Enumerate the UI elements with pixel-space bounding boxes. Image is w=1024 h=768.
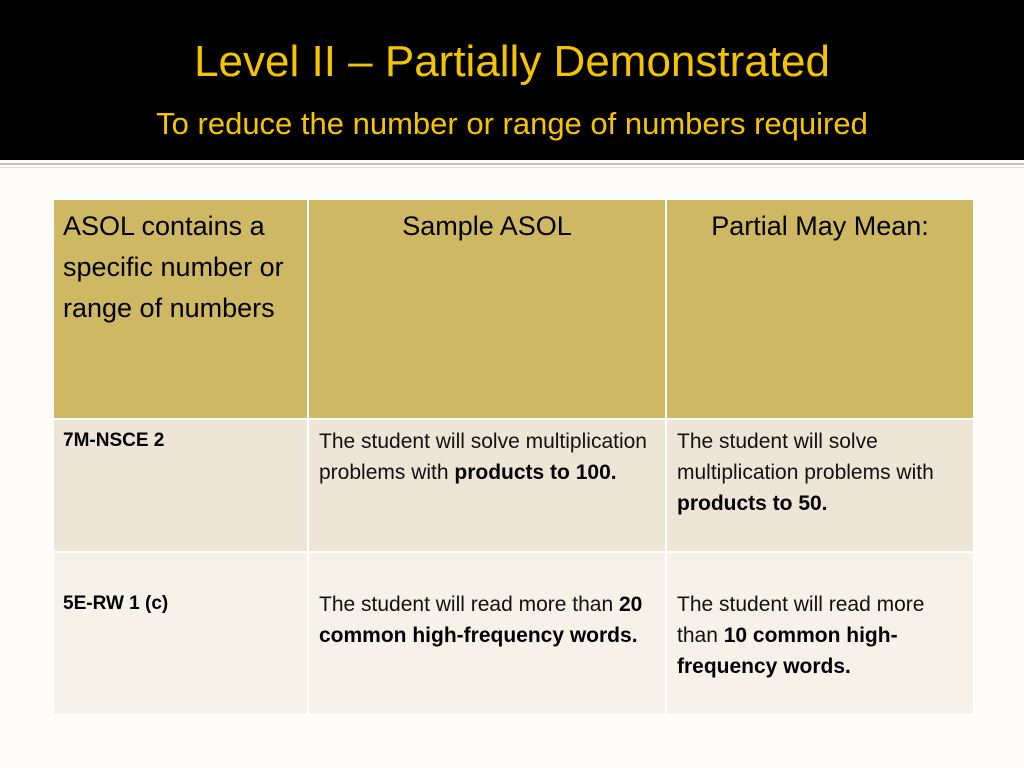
slide-title-banner <box>0 0 1024 160</box>
slide-subtitle: To reduce the number or range of numbers required <box>156 106 868 141</box>
sample-asol-plain: The student will read more than <box>319 593 619 616</box>
divider-line-secondary <box>0 167 1024 168</box>
sample-asol-cell <box>308 419 666 552</box>
header-asol-contains: ASOL contains a specific number or range of numbers <box>53 199 308 419</box>
sample-asol-cell <box>308 552 666 715</box>
partial-meaning-emphasis: products to 50. <box>677 492 828 515</box>
sample-asol-text <box>309 553 665 651</box>
asol-code: 7M-NSCE 2 <box>63 430 165 451</box>
partial-meaning-emphasis: 10 common high-frequency words. <box>677 624 898 678</box>
partial-meaning-plain: The student will read more than <box>677 593 925 647</box>
sample-asol-emphasis: 20 common high-frequency words. <box>319 593 643 647</box>
sample-asol-emphasis: products to 100. <box>454 461 617 484</box>
table-row <box>53 419 974 552</box>
asol-code-cell <box>53 419 308 552</box>
partial-meaning-cell <box>666 419 974 552</box>
partial-meaning-plain: The student will solve multiplication problems with <box>677 430 934 484</box>
partial-meaning-text <box>667 420 973 519</box>
slide-title: Level II – Partially Demonstrated <box>194 37 830 86</box>
header-sample-asol: Sample ASOL <box>308 199 666 419</box>
header-partial-may-mean: Partial May Mean: <box>666 199 974 419</box>
table-header-row <box>53 199 974 419</box>
partial-meaning-cell <box>666 552 974 715</box>
asol-code: 5E-RW 1 (c) <box>63 593 169 614</box>
divider-line <box>0 163 1024 165</box>
sample-asol-text <box>309 420 665 488</box>
sample-asol-plain: The student will solve multiplication problems with <box>319 430 647 484</box>
asol-table <box>52 198 975 716</box>
asol-code-cell <box>53 552 308 715</box>
table-row <box>53 552 974 715</box>
partial-meaning-text <box>667 553 973 682</box>
